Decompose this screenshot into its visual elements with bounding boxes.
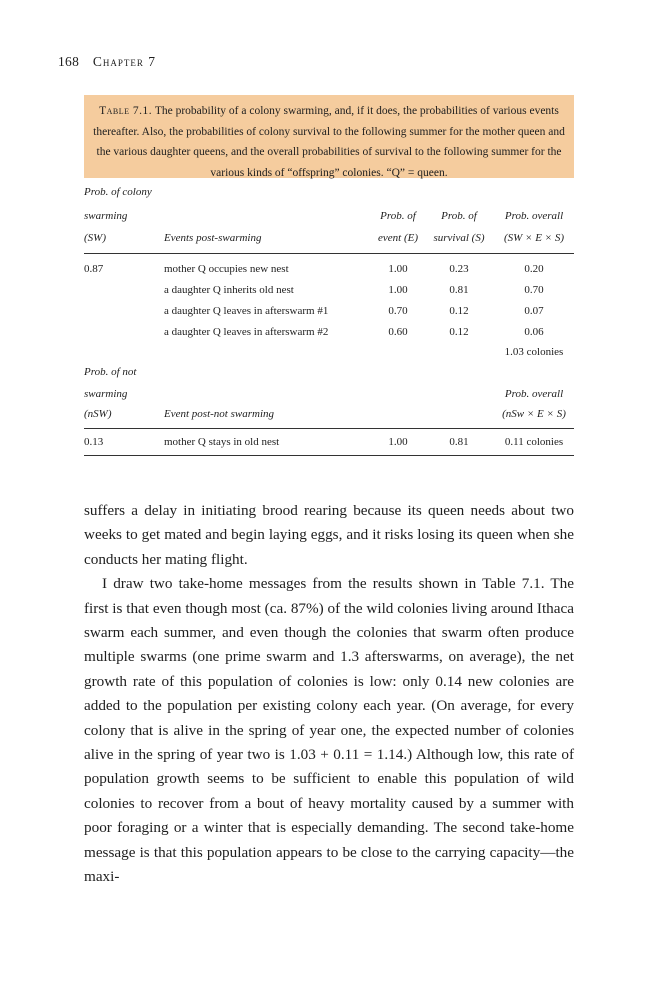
header-nsw-line1: Prob. of not	[84, 366, 137, 378]
header-nsw-line3: (nSW)	[84, 408, 112, 420]
row-s: 0.12	[449, 326, 469, 338]
row-e: 0.60	[388, 326, 408, 338]
caption-text: The probability of a colony swarming, and, if it does, the probabilities of various events thereafter. Also, the probabilities of colony survival to the following summer for the mother queen and the various daughter queens, and the overall probabilities of survival to the following summer for the various kinds of “offspring” colonies. “Q” = queen.	[93, 105, 565, 179]
header-sw-line2: swarming	[84, 210, 128, 222]
row-overall: 0.20	[524, 263, 544, 275]
row-e: 1.00	[388, 436, 408, 448]
header-overall2-line1: Prob. overall	[504, 388, 564, 400]
table-rule	[84, 428, 574, 429]
page-number: 168	[58, 54, 80, 69]
running-header	[58, 54, 156, 70]
body-text	[84, 499, 574, 890]
paragraph: suffers a delay in initiating brood rearing because its queen needs about two weeks to get mated and begin laying eggs, and it risks losing its queen when she conducts her mating flight.	[84, 502, 574, 568]
row-overall: 0.11 colonies	[504, 436, 564, 448]
nsw-value: 0.13	[84, 436, 104, 448]
header-overall2-line2: (nSw × E × S)	[502, 408, 566, 420]
row-s: 0.81	[449, 436, 469, 448]
row-overall: 0.07	[524, 305, 544, 317]
row-event: mother Q occupies new nest	[164, 263, 289, 275]
row-e: 1.00	[388, 263, 408, 275]
row-e: 1.00	[388, 284, 408, 296]
row-event: a daughter Q leaves in afterswarm #1	[164, 305, 329, 317]
row-event: mother Q stays in old nest	[164, 436, 280, 448]
header-e-line1: Prob. of	[380, 210, 416, 222]
row-e: 0.70	[388, 305, 408, 317]
table-bottom-rule	[84, 455, 574, 456]
header-overall-line1: Prob. overall	[504, 210, 564, 222]
row-event: a daughter Q leaves in afterswarm #2	[164, 326, 329, 338]
header-sw-line3: (SW)	[84, 232, 106, 244]
header-nsw-line2: swarming	[84, 388, 128, 400]
row-s: 0.81	[449, 284, 469, 296]
header-events: Events post-swarming	[164, 232, 262, 244]
row-overall: 0.70	[524, 284, 544, 296]
row-overall: 0.06	[524, 326, 544, 338]
section1-total: 1.03 colonies	[504, 346, 564, 358]
sw-value: 0.87	[84, 263, 104, 275]
header-overall-line2: (SW × E × S)	[503, 232, 565, 244]
header-sw-line1: Prob. of colony	[84, 186, 152, 198]
table-label: Table 7.1.	[99, 105, 153, 117]
table-rule	[84, 253, 574, 254]
row-s: 0.12	[449, 305, 469, 317]
header-event2: Event post-not swarming	[164, 408, 274, 420]
header-s-line2: survival (S)	[433, 232, 485, 244]
paragraph: I draw two take-home messages from the results shown in Table 7.1. The first is that even though most (ca. 87%) of the wild colonies living around Ithaca swarm each summer, and even though the colonies that swarm often produce multiple swarms (one prime swarm and 1.3 afterswarms, on average), the net growth rate of this population of colonies is low: only 0.14 new colonies are added to the population per existing colony each year. (On average, for every colony that is alive in the spring of year one, the expected number of colonies alive in the spring of year two is 1.03 + 0.11 = 1.14.) Although low, this rate of population growth seems to be sufficient to enable this population of wild colonies to recover from a bout of heavy mortality caused by a summer with poor foraging or a winter that is especially demanding. The second take-home message is that this population appears to be close to the carrying capacity—the maxi-	[84, 575, 574, 886]
header-e-line2: event (E)	[378, 232, 418, 244]
row-event: a daughter Q inherits old nest	[164, 284, 294, 296]
row-s: 0.23	[449, 263, 469, 275]
table-caption	[84, 95, 574, 178]
header-s-line1: Prob. of	[441, 210, 477, 222]
chapter-title: Chapter 7	[92, 54, 156, 69]
